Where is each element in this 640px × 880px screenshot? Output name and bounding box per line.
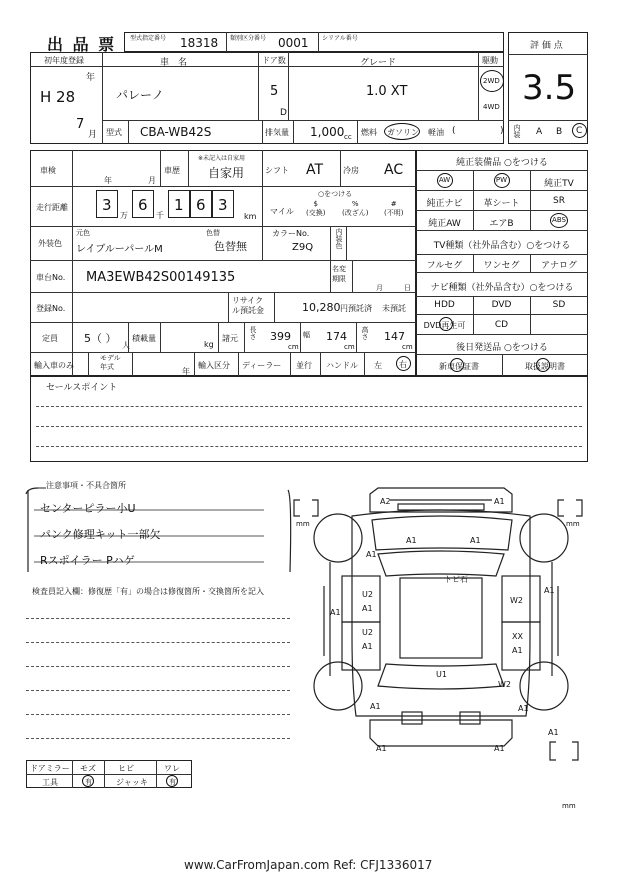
grade-label: グレード: [360, 58, 397, 68]
recycle-unpaid: 未預託: [382, 304, 406, 313]
interior-color-label: 内装色: [335, 228, 343, 249]
tools-status: 有: [85, 778, 92, 786]
year-unit: 年: [86, 73, 96, 83]
note-item-1: センターピラー小U: [40, 502, 136, 515]
drive-label: 駆動: [482, 56, 498, 65]
shift-label: シフト: [265, 166, 289, 175]
mirror-mosu: モズ: [80, 764, 96, 773]
equip-warranty: 新車保証書: [439, 362, 479, 371]
sales-point-label: セールスポイント: [46, 383, 118, 393]
doors-value: 5: [270, 84, 279, 99]
car-damage-diagram: [290, 486, 600, 816]
model-year-label: モデル年式: [100, 354, 121, 371]
cc-unit: cc: [344, 133, 352, 141]
diagram-mm-3: mm: [562, 802, 576, 810]
name-change-label: 名変期限: [332, 265, 346, 283]
equip-cd: CD: [494, 320, 509, 330]
height-cm: cm: [402, 343, 413, 351]
diagram-mark-12: A1: [330, 608, 341, 617]
notes-label: 注意事項・不具合箇所: [46, 481, 126, 490]
first-reg-month: 7: [76, 117, 85, 132]
ac-value: AC: [384, 162, 404, 178]
diagram-mm-1: mm: [296, 520, 310, 528]
import-label: 輸入車のみ: [34, 361, 74, 370]
diagram-mark-21: A1: [494, 744, 505, 753]
inspection-label: 車検: [40, 166, 56, 175]
model-code: CBA-WB42S: [140, 125, 212, 139]
diagram-mark-5: A1: [366, 550, 377, 559]
mirror-hibi: ヒビ: [118, 764, 134, 773]
form-title: 出 品 票: [47, 35, 117, 54]
use-value: 自家用: [208, 166, 245, 180]
odo-note: ○をつける: [318, 190, 353, 198]
shift-value: AT: [306, 162, 324, 178]
equip-leather: 革シート: [483, 199, 520, 209]
import-class-label: 輸入区分: [198, 361, 230, 370]
import-parallel: 並行: [296, 361, 312, 370]
recycle-paid: 円預託済: [340, 304, 372, 313]
diagram-mark-2: A1: [494, 497, 505, 506]
ac-label: 冷房: [343, 166, 359, 175]
diagram-mark-7: U2: [362, 590, 373, 599]
handle-right: 右: [399, 360, 407, 369]
size-label: 諸元: [222, 334, 238, 343]
category-label: 類別区分番号: [230, 35, 267, 42]
equip-dvd: DVD: [491, 300, 512, 310]
width-cm: cm: [344, 343, 355, 351]
first-reg-era: H 28: [40, 88, 76, 106]
width-value: 174: [326, 330, 347, 343]
jack-status: 有: [169, 778, 176, 786]
odo-mile: マイル: [270, 207, 294, 216]
category-value: 0001: [278, 36, 309, 50]
mileage-sen: 千: [156, 211, 164, 220]
recycle-label: リサイクル預託金: [232, 296, 264, 315]
grade-value: 1.0 XT: [366, 84, 408, 99]
equip-analog: アナログ: [540, 261, 577, 271]
use-label: 車歴: [164, 166, 180, 175]
equip-airbag: エアB: [489, 219, 514, 229]
width-label: 幅: [303, 331, 310, 339]
fuel-gasoline: ガソリン: [387, 128, 419, 137]
equip-genuine-tv: 純正TV: [544, 179, 574, 189]
diagram-mark-6: A1: [544, 586, 555, 595]
color-sub-label: 色替: [206, 229, 220, 237]
length-cm: cm: [288, 343, 299, 351]
inspection-year: 年: [104, 176, 112, 185]
handle-left: 左: [374, 361, 382, 370]
equip-sd: SD: [552, 300, 566, 310]
mileage-label: 走行距離: [36, 203, 68, 212]
equip-genuine-title: 純正装備品 ○をつける: [456, 158, 548, 168]
capacity-label: 定員: [42, 334, 58, 343]
import-dealer: ディーラー: [242, 361, 282, 370]
equip-manual: 取扱説明書: [525, 362, 565, 371]
equip-navi-title: ナビ種類（社外品含む）○をつける: [430, 283, 574, 293]
diagram-mark-4: A1: [470, 536, 481, 545]
doors-label: ドア数: [262, 56, 286, 65]
model-code-label: 型式: [106, 128, 122, 137]
type-cert-value: 18318: [180, 36, 219, 50]
interior-grade-c: C: [576, 126, 583, 136]
equip-genuine-navi: 純正ナビ: [426, 199, 463, 209]
diagram-mark-1: A2: [380, 497, 391, 506]
diagram-mark-8: A1: [362, 604, 373, 613]
equip-sr: SR: [553, 196, 565, 206]
interior-grade-label: 内装: [513, 124, 521, 138]
color-label: 外装色: [38, 239, 62, 248]
footer-watermark: www.CarFromJapan.com Ref: CFJ1336017: [184, 858, 433, 872]
model-name-label: 車 名: [160, 58, 188, 68]
length-value: 399: [270, 330, 291, 343]
length-label: 長さ: [249, 326, 257, 340]
drive-2wd: 2WD: [483, 77, 500, 85]
diagram-mark-19: A1: [518, 704, 529, 713]
chassis-label: 車台No.: [36, 273, 66, 282]
name-change-day: 日: [404, 284, 411, 292]
odo-unknown: # (不明): [384, 200, 404, 217]
diagram-mark-11: W2: [510, 596, 523, 605]
mileage-digit-3: 1: [174, 196, 184, 214]
month-unit: 月: [88, 130, 98, 140]
equip-abs: ABS: [552, 216, 566, 224]
mileage-digit-2: 6: [138, 196, 148, 214]
mileage-man: 万: [120, 211, 128, 220]
diagram-mark-15: A1: [512, 646, 523, 655]
orig-color-value: レイブルーパールM: [76, 244, 163, 255]
diagram-mark-16: U1: [436, 670, 447, 679]
diagram-mark-14: XX: [512, 632, 523, 641]
reg-no-label: 登録No.: [36, 304, 66, 313]
diagram-mm-2: mm: [566, 520, 580, 528]
door-mirror-label: ドアミラー: [30, 764, 70, 773]
mirror-ware: ワレ: [164, 764, 180, 773]
equip-pw: PW: [495, 176, 508, 184]
name-change-month: 月: [376, 284, 383, 292]
equip-oneseg: ワンセグ: [483, 261, 520, 271]
serial-label: シリアル番号: [322, 35, 358, 42]
tools-label: 工具: [42, 778, 58, 787]
chassis-no: MA3EWB42S00149135: [86, 270, 236, 285]
orig-color-label: 元色: [76, 229, 90, 237]
model-year-suffix: 年: [182, 367, 190, 376]
odo-tamper: % (改ざん): [342, 200, 369, 217]
rating-label: 評 価 点: [530, 41, 563, 51]
fuel-label: 燃料: [361, 128, 377, 137]
mileage-km: km: [244, 212, 257, 221]
equip-hdd: HDD: [434, 300, 455, 310]
diagram-mark-17: W2: [498, 680, 511, 689]
rating-value: 3.5: [522, 68, 577, 108]
diagram-mark-9: U2: [362, 628, 373, 637]
equip-tv-title: TV種類（社外品含む）○をつける: [433, 241, 571, 251]
equip-dvd-play: DVD再生可: [423, 321, 466, 330]
color-no-label: カラーNo.: [272, 229, 310, 238]
drive-4wd: 4WD: [483, 103, 500, 111]
load-unit: kg: [204, 340, 214, 349]
capacity-unit: 人: [122, 341, 130, 350]
mileage-digit-1: 3: [102, 196, 112, 214]
inspection-month: 月: [148, 176, 156, 185]
diagram-mark-22: A1: [548, 728, 559, 737]
type-cert-label: 型式指定番号: [130, 35, 167, 42]
mileage-digit-5: 3: [218, 196, 228, 214]
odo-exchange: $ (交換): [306, 200, 326, 217]
first-reg-label: 初年度登録: [44, 56, 84, 65]
note-item-3: Rスポイラー Pハゲ: [40, 554, 135, 567]
handle-label: ハンドル: [326, 361, 358, 370]
mileage-digit-4: 6: [196, 196, 206, 214]
height-label: 高さ: [361, 326, 369, 340]
diagram-mark-20: A1: [376, 744, 387, 753]
inspector-label: 検査員記入欄：修復歴「有」の場合は修復箇所・交換箇所を記入: [32, 587, 264, 596]
height-value: 147: [384, 330, 405, 343]
equip-fullseg: フルセグ: [426, 261, 463, 271]
note-item-2: パンク修理キット一部欠: [40, 528, 161, 541]
color-no-value: Z9Q: [292, 242, 314, 253]
capacity-value: 5（ ）: [84, 332, 117, 345]
load-label: 積載量: [132, 334, 156, 343]
displacement-value: 1,000: [310, 125, 345, 139]
interior-grade-b: B: [556, 127, 563, 137]
door-type: D: [280, 108, 287, 118]
jack-label: ジャッキ: [116, 778, 148, 787]
diagram-mark-10: A1: [362, 642, 373, 651]
equip-genuine-aw: 純正AW: [428, 219, 461, 229]
color-change-value: 色替無: [214, 240, 247, 253]
use-note: ※未記入は自家用: [198, 155, 246, 162]
interior-grade-a: A: [536, 127, 543, 137]
equip-later-title: 後日発送品 ○をつける: [456, 343, 548, 353]
model-name: パレーノ: [116, 88, 164, 102]
diagram-mark-18: A1: [370, 702, 381, 711]
diagram-mark-3: A1: [406, 536, 417, 545]
equip-aw: AW: [438, 176, 451, 184]
diagram-mark-13: トビ石: [444, 575, 468, 584]
displacement-label: 排気量: [265, 128, 289, 137]
fuel-light: 軽油: [428, 128, 444, 137]
recycle-value: 10,280: [302, 301, 341, 314]
